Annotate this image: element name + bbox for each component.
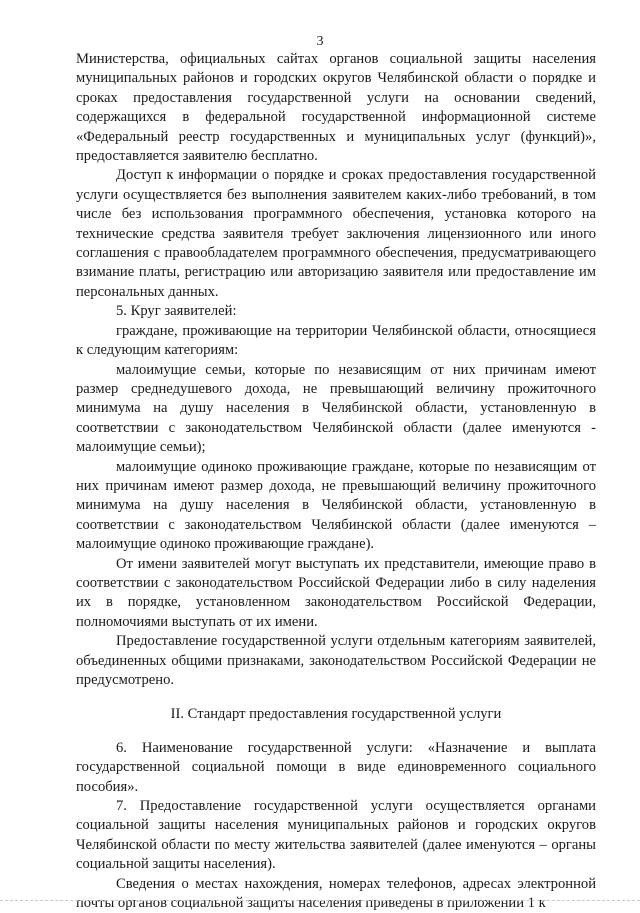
paragraph-representatives: От имени заявителей могут выступать их представители, имеющие право в соответствии с законодательством Российской Федерации либо в силу наделения их в порядке, установленном законодательством Российской Федерации, полномочиями выступать от их имени. bbox=[76, 555, 596, 630]
paragraph-low-income-families: малоимущие семьи, которые по независящим от них причинам имеют размер среднедушевого дохода, не превышающий величину прожиточного минимума на душу населения в Челябинской области, установленную в соответствии с законодательством Челябинской области (далее именуются - малоимущие семьи); bbox=[76, 361, 596, 456]
section-heading: II. Стандарт предоставления государственной услуги bbox=[170, 706, 502, 723]
paragraph-applicants-heading: 5. Круг заявителей: bbox=[116, 303, 237, 320]
paragraph-citizens: граждане, проживающие на территории Челябинской области, относящиеся к следующим категориям: bbox=[76, 322, 596, 359]
paragraph-info-access-continued: Министерства, официальных сайтах органов социальной защиты населения муниципальных районов и городских округов Челябинской области о порядке и сроках предоставления государственной услуги на основании сведений, содержащихся в федеральной государственной информационной системе «Федеральный реестр государственных и муниципальных услуг (функций)», предоставляется заявителю бесплатно. bbox=[76, 51, 596, 165]
page-number: 3 bbox=[316, 34, 324, 49]
document-body bbox=[76, 50, 596, 913]
page-bottom-edge bbox=[0, 900, 640, 901]
paragraph-low-income-single: малоимущие одиноко проживающие граждане, которые по независящим от них причинам имеют размер дохода, не превышающий величину прожиточного минимума на душу населения в Челябинской области, установленную в соответствии с законодательством Челябинской области (далее именуются – малоимущие одиноко проживающие граждане). bbox=[76, 458, 596, 553]
paragraph-contact-info: Сведения о местах нахождения, номерах телефонов, адресах электронной почты органов социальной защиты населения приведены в приложении 1 к bbox=[76, 875, 596, 912]
paragraph-free-access: Доступ к информации о порядке и сроках предоставления государственной услуги осуществляется без выполнения заявителем каких-либо требований, в том числе без использования программного обеспечения, установка которого на технические средства заявителя требует заключения лицензионного или иного соглашения с правообладателем программного обеспечения, предусматривающего взимание платы, регистрацию или авторизацию заявителя или предоставление им персональных данных. bbox=[76, 167, 596, 300]
paragraph-categories: Предоставление государственной услуги отдельным категориям заявителей, объединенных общими признаками, законодательством Российской Федерации не предусмотрено. bbox=[76, 633, 596, 688]
paragraph-service-provider: 7. Предоставление государственной услуги осуществляется органами социальной защиты населения муниципальных районов и городских округов Челябинской области по месту жительства заявителей (далее именуются – органы социальной защиты населения). bbox=[76, 798, 596, 873]
paragraph-service-name: 6. Наименование государственной услуги: «Назначение и выплата государственной социальной помощи в виде единовременного социального пособия». bbox=[76, 739, 596, 795]
